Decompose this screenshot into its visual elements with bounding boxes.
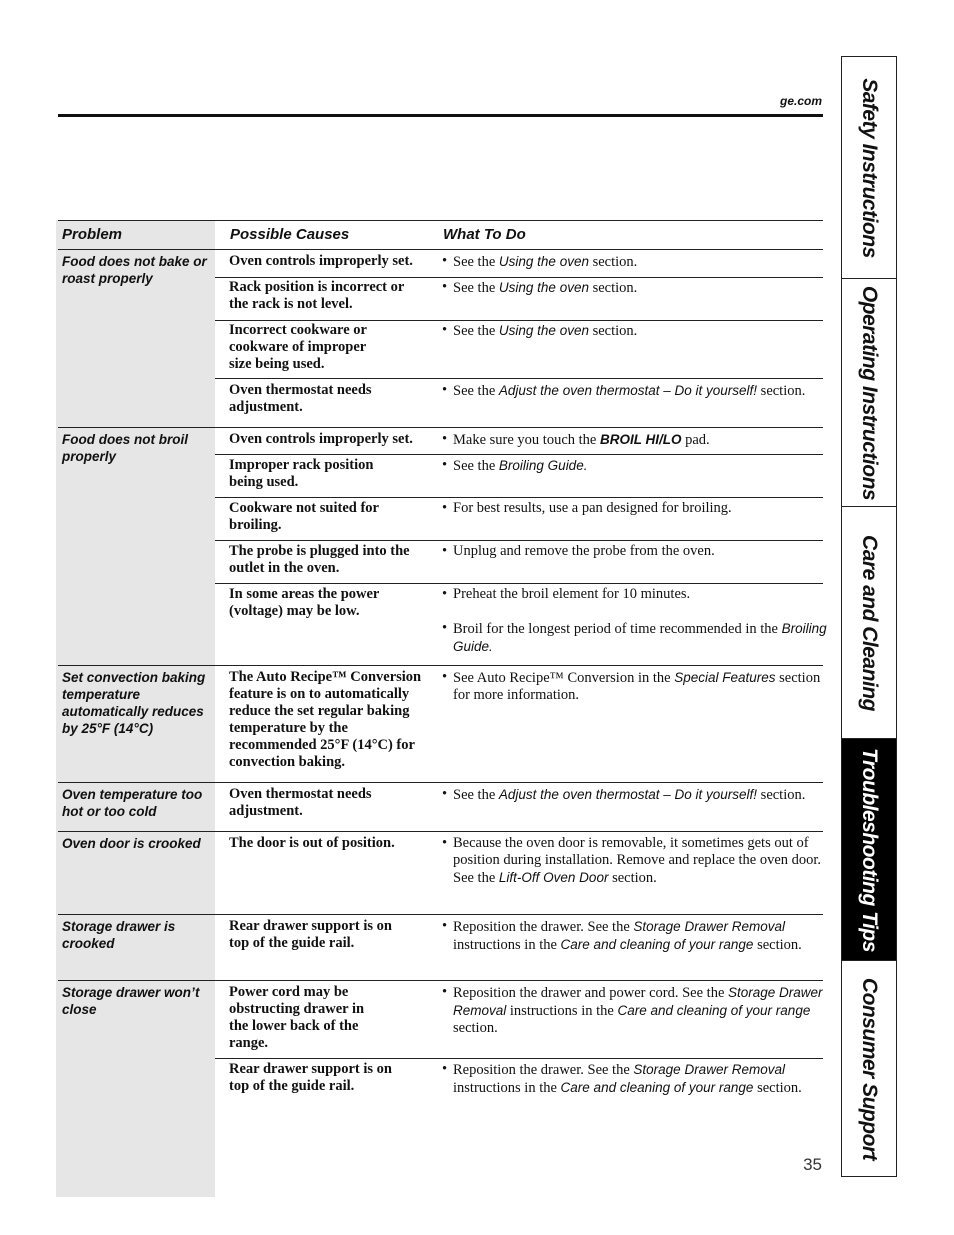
- remedy: • For best results, use a pan designed for broiling.: [442, 500, 732, 516]
- site-url[interactable]: ge.com: [779, 94, 822, 108]
- remedy: • Because the oven door is removable, it sometimes gets out of position during installation. Remove and replace the oven door. See the Lift-Off Oven Door section.: [442, 835, 822, 886]
- row-rule: [215, 454, 823, 455]
- cause: Power cord may be obstructing drawer in the lower back of the range.: [229, 984, 365, 1051]
- tab-label: Care and Cleaning: [858, 534, 881, 711]
- cause: Oven controls improperly set.: [229, 253, 413, 269]
- row-rule: [215, 320, 823, 321]
- cause: Rack position is incorrect or the rack is not level.: [229, 279, 405, 312]
- remedy: • Reposition the drawer. See the Storage Drawer Removal instructions in the Care and cleaning of your range section.: [442, 918, 802, 953]
- problem-oven-temperature: Oven temperature too hot or too cold: [62, 787, 203, 819]
- group-rule: [58, 914, 823, 915]
- group-rule: [58, 831, 823, 832]
- header-what-to-do: What To Do: [443, 226, 526, 243]
- remedy: • See the Adjust the oven thermostat – Do it yourself! section.: [442, 382, 806, 399]
- problem-convection-temp: Set convection baking temperature automatically reduces by 25°F (14°C): [62, 670, 206, 736]
- group-rule: [58, 980, 823, 981]
- cause: Oven thermostat needs adjustment.: [229, 382, 372, 415]
- cause: Cookware not suited for broiling.: [229, 500, 379, 533]
- group-rule: [58, 427, 823, 428]
- page-number: 35: [803, 1155, 822, 1174]
- tab-label: Troubleshooting Tips: [858, 747, 881, 952]
- remedy: • See the Using the oven section.: [442, 279, 638, 296]
- problem-drawer-crooked: Storage drawer is crooked: [62, 919, 176, 951]
- cause: Rear drawer support is on top of the guide rail.: [229, 1061, 392, 1094]
- tab-safety-instructions[interactable]: [842, 57, 896, 279]
- row-rule: [215, 497, 823, 498]
- remedy: • Unplug and remove the probe from the oven.: [442, 543, 715, 559]
- remedy: • Broil for the longest period of time recommended in the Broiling Guide.: [442, 620, 827, 654]
- cause: Oven thermostat needs adjustment.: [229, 786, 372, 819]
- remedy: • Make sure you touch the BROIL HI/LO pad.: [442, 431, 710, 448]
- cause: Improper rack position being used.: [229, 457, 374, 490]
- problem-broil: Food does not broil properly: [62, 432, 188, 464]
- tab-operating-instructions[interactable]: [842, 279, 896, 507]
- table-top-rule: [58, 220, 823, 221]
- remedy: • See the Broiling Guide.: [442, 457, 588, 474]
- problem-drawer-wont-close: Storage drawer won’t close: [62, 985, 200, 1017]
- cause: The Auto Recipe™ Conversion feature is on to automatically reduce the set regular baking temperature by the recommended 25°F (14°C) for convection baking.: [229, 669, 422, 770]
- remedy: • See the Adjust the oven thermostat – Do it yourself! section.: [442, 786, 806, 803]
- remedy: • See the Using the oven section.: [442, 322, 638, 339]
- row-rule: [215, 540, 823, 541]
- group-rule: [58, 249, 823, 250]
- problem-oven-door: Oven door is crooked: [62, 836, 201, 851]
- group-rule: [58, 665, 823, 666]
- header-possible-causes: Possible Causes: [230, 226, 350, 243]
- cause: Oven controls improperly set.: [229, 431, 413, 447]
- tab-label: Consumer Support: [858, 977, 881, 1160]
- problem-bake-roast: Food does not bake or roast properly: [62, 254, 207, 286]
- cause: Rear drawer support is on top of the guide rail.: [229, 918, 392, 951]
- cause: Incorrect cookware or cookware of improper size being used.: [229, 322, 367, 372]
- broil-pad-label: BROIL HI/LO: [599, 432, 682, 447]
- cause: The door is out of position.: [229, 835, 395, 851]
- tab-label: Operating Instructions: [858, 285, 881, 500]
- remedy: • See Auto Recipe™ Conversion in the Special Features section for more information.: [442, 669, 821, 703]
- cause: In some areas the power (voltage) may be low.: [229, 586, 380, 619]
- tab-care-and-cleaning[interactable]: [842, 507, 896, 739]
- remedy: • Reposition the drawer and power cord. See the Storage Drawer Removal instructions in the Care and cleaning of your range section.: [442, 984, 823, 1036]
- row-rule: [215, 1058, 823, 1059]
- remedy: • Reposition the drawer. See the Storage Drawer Removal instructions in the Care and cleaning of your range section.: [442, 1061, 802, 1096]
- header-problem: Problem: [62, 226, 123, 243]
- remedy: • Preheat the broil element for 10 minutes.: [442, 586, 691, 602]
- cause: The probe is plugged into the outlet in the oven.: [229, 543, 410, 576]
- row-rule: [215, 583, 823, 584]
- tab-label: Safety Instructions: [858, 77, 881, 258]
- tab-consumer-support[interactable]: [842, 961, 896, 1176]
- group-rule: [58, 782, 823, 783]
- tab-troubleshooting-tips[interactable]: [842, 739, 896, 961]
- row-rule: [215, 378, 823, 379]
- section-tabs: [841, 56, 897, 1177]
- row-rule: [215, 277, 823, 278]
- remedy: • See the Using the oven section.: [442, 253, 638, 270]
- header-rule: [58, 114, 823, 117]
